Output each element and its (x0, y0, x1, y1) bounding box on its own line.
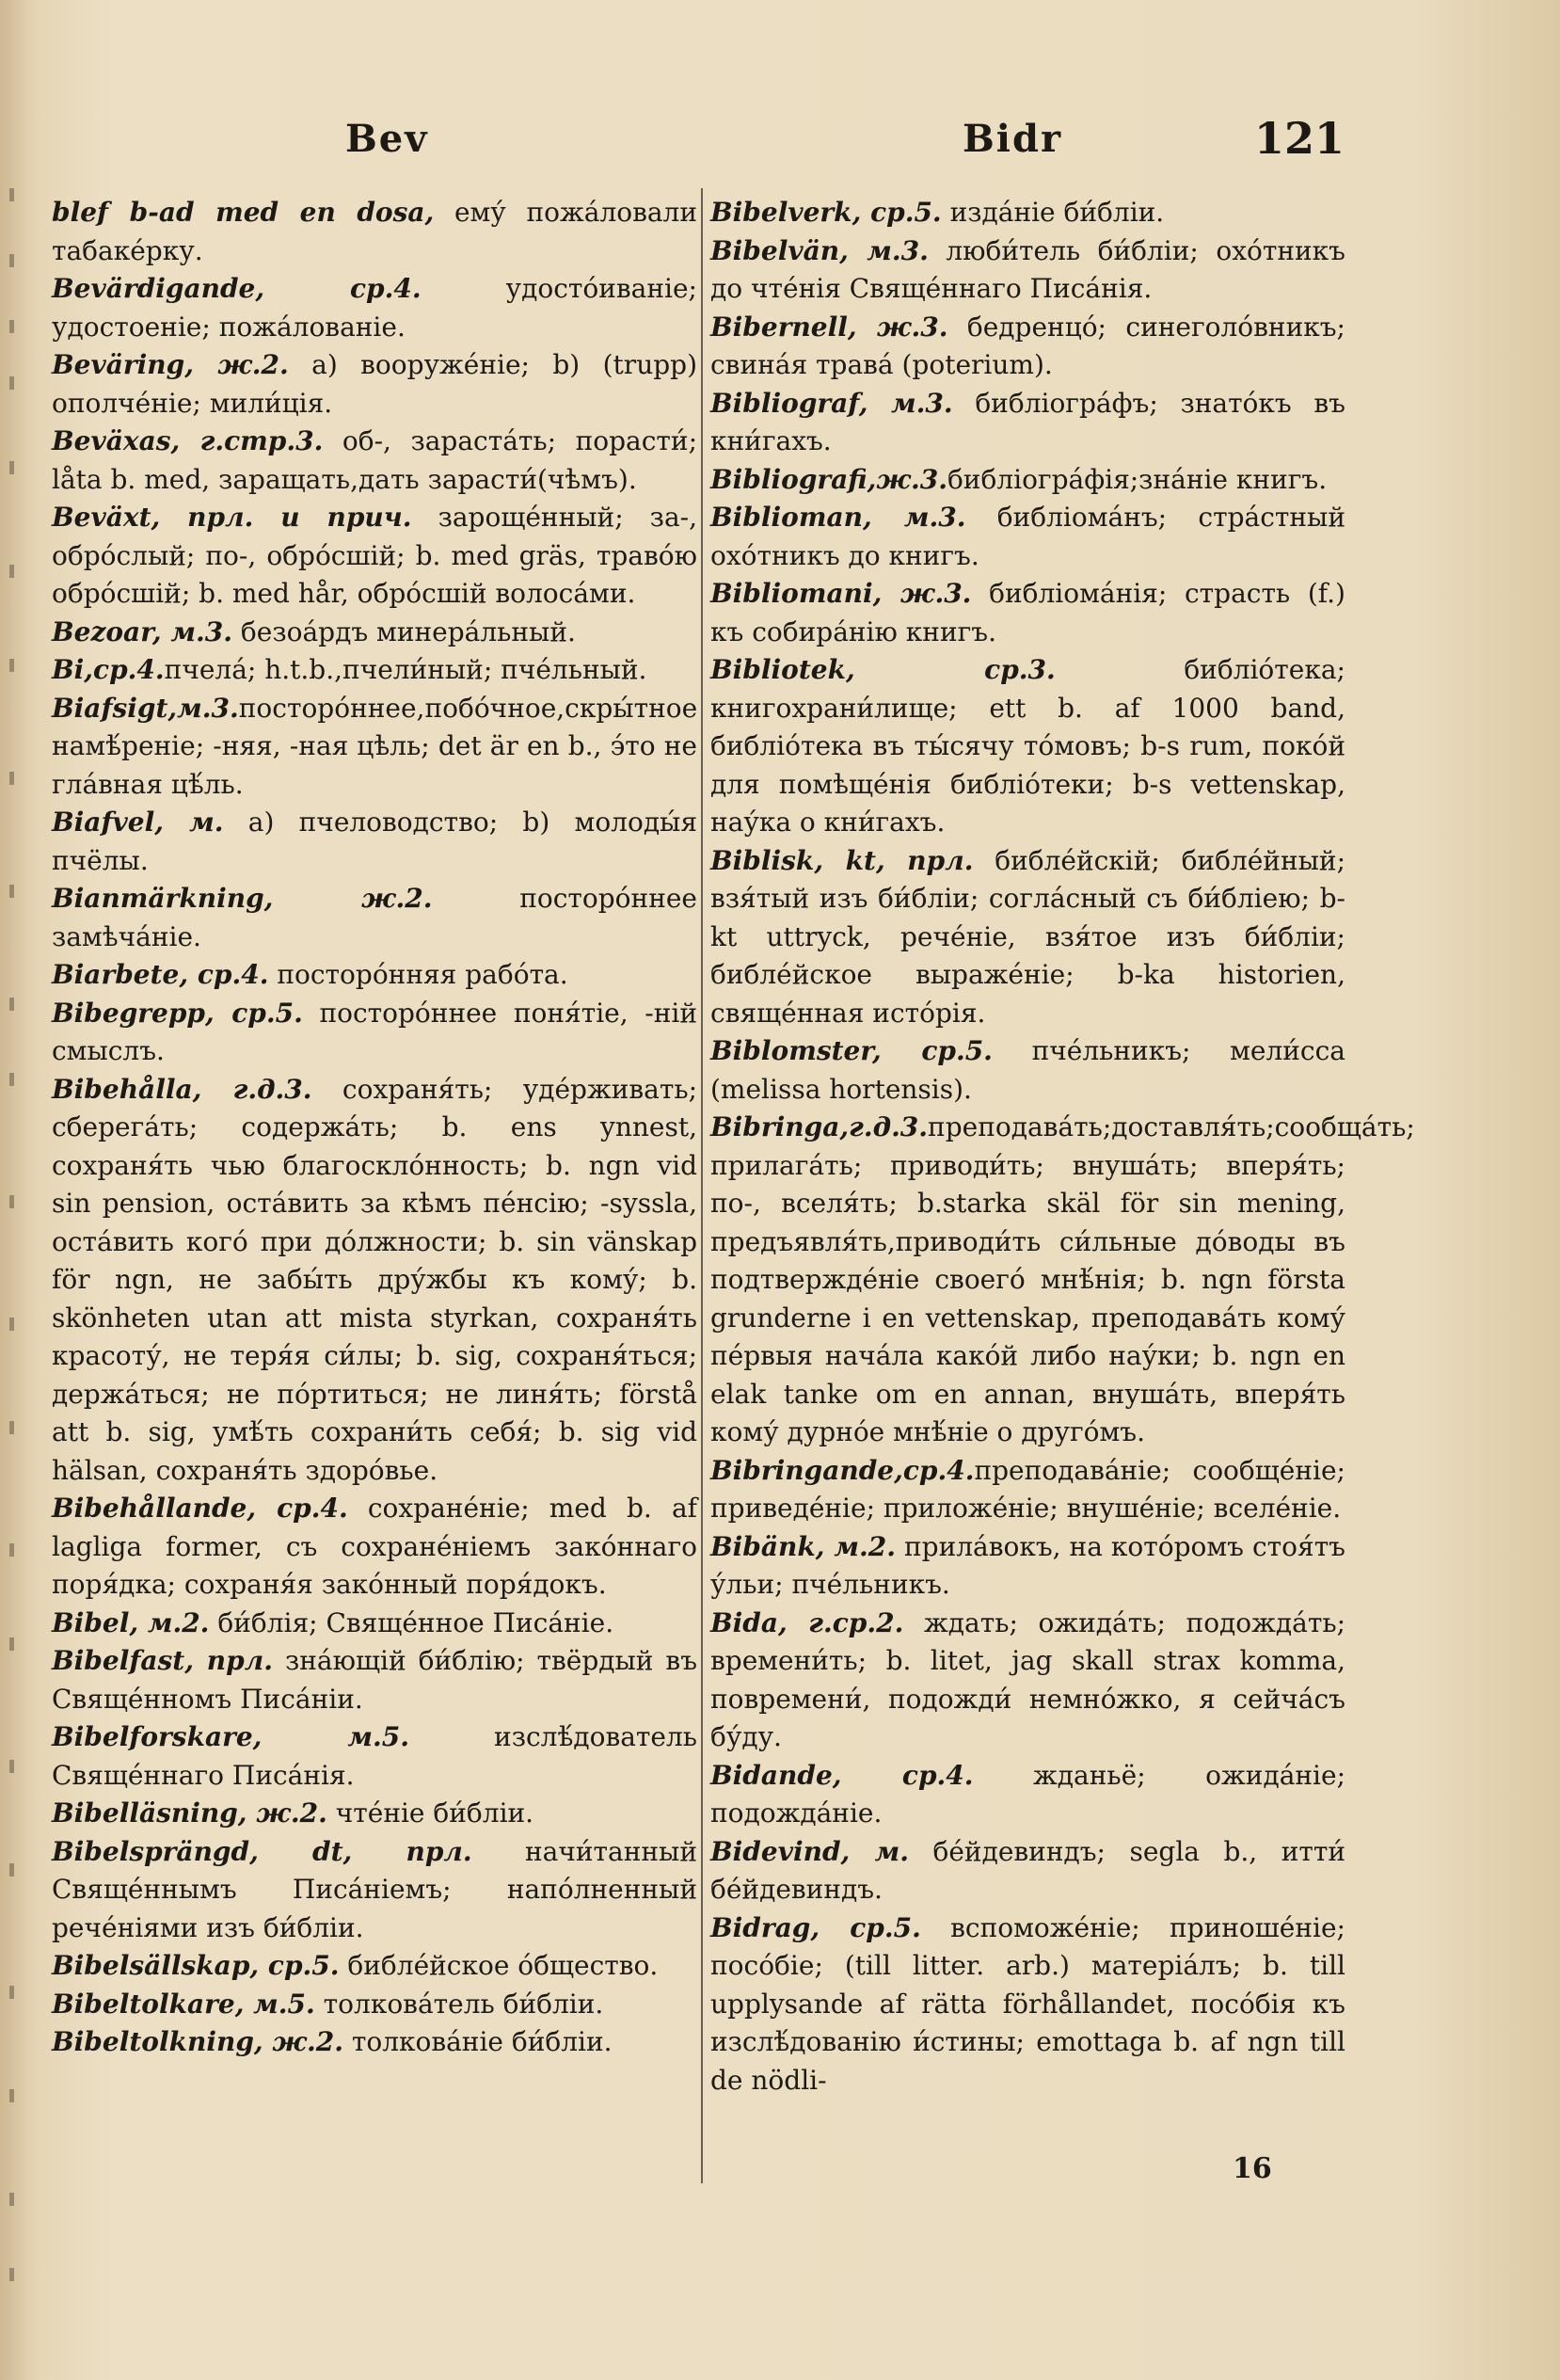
dictionary-entry (52, 1947, 697, 1986)
dictionary-entry (710, 1032, 1345, 1109)
dictionary-entry (710, 1528, 1345, 1605)
header-right-guideword: Bidr (963, 117, 1063, 161)
entry-headword: Bibelsällskap, ср.5. (52, 1950, 340, 1981)
entry-headword: Bida, г.ср.2. (710, 1606, 904, 1638)
entry-definition: сохране́ніе; med b. af lagliga former, съ сохране́ніемъ зако́ннаго поря́дка; сохраня́я зако́нный поря́докъ. (52, 1493, 698, 1600)
entry-definition: люби́тель би́бліи; охо́тникъ до чте́нія Свяще́ннаго Писа́нія. (710, 234, 1345, 304)
entry-headword: Bibernell, ж.3. (710, 311, 948, 343)
dictionary-entry (52, 690, 697, 805)
entry-headword: Bibehålla, г.д.3. (52, 1073, 312, 1105)
dictionary-entry (52, 1795, 697, 1833)
entry-definition: зна́ющій би́блію; твёрдый въ Свяще́нномъ Писа́ніи. (52, 1645, 698, 1715)
entry-definition: библіома́нія; страсть (f.) къ собира́нію книгъ. (710, 578, 1345, 647)
entry-definition: зароще́нный; за-, обро́слый; по-, обро́сшій; b. med gräs, траво́ю обро́сшій; b. med hår, обро́сшій волоса́ми. (52, 502, 697, 609)
dictionary-entry (710, 461, 1345, 500)
dictionary-entry (52, 499, 697, 614)
entry-headword: Bibänk, м.2. (710, 1530, 896, 1562)
dictionary-entry (710, 1909, 1345, 2100)
entry-headword: Biblisk, kt, прл. (710, 844, 974, 876)
entry-definition: начи́танный Свяще́ннымъ Писа́ніемъ; напо́лненный рече́ніями изъ би́бліи. (52, 1835, 698, 1943)
entry-definition: ждать; ожида́ть; подожда́ть; времени́ть; b. litet, jag skall strax komma, повремени́, подожди́ немно́жко, я сейча́съ бу́ду. (710, 1606, 1346, 1752)
entry-definition: об-, зараста́ть; порасти́; låta b. med, заращать,дать зарасти́(чѣмъ). (52, 425, 698, 495)
entry-definition: вспоможе́ніе; приноше́ніе; посо́біе; (till litter. arb.) матеріа́лъ; b. till upplysande af rätta förhållandet, посо́бія къ изслѣ́дованію и́стины; emottaga b. af ngn till de nödli- (710, 1911, 1345, 2096)
dictionary-entry (52, 194, 697, 270)
entry-headword: Bibliograf, м.3. (710, 387, 953, 419)
dictionary-entry (52, 1833, 697, 1948)
entry-headword: Bibringande,ср.4. (710, 1454, 975, 1486)
entry-headword: Bibelläsning, ж.2. (52, 1797, 327, 1829)
dictionary-entry (710, 575, 1345, 651)
dictionary-entry (710, 1833, 1345, 1909)
dictionary-entry (710, 842, 1345, 1033)
dictionary-entry (52, 1642, 697, 1718)
dictionary-entry (52, 956, 697, 995)
entry-headword: Bibeltolkning, ж.2. (52, 2026, 343, 2057)
entry-headword: Biblomster, ср.5. (710, 1035, 993, 1066)
dictionary-entry (52, 1490, 697, 1605)
dictionary-entry (52, 1071, 697, 1491)
entry-headword: Bidrag, ср.5. (710, 1911, 921, 1943)
entry-definition: чте́ніе би́бліи. (326, 1797, 534, 1829)
dictionary-entry (52, 995, 697, 1071)
dictionary-entry (710, 499, 1345, 575)
entry-headword: Bibelverk, ср.5. (710, 197, 942, 228)
entry-definition: посторо́нняя рабо́та. (268, 959, 568, 990)
dictionary-entry (52, 804, 697, 880)
left-column (52, 194, 697, 2062)
column-divider (701, 188, 703, 2183)
dictionary-entry (710, 194, 1345, 232)
dictionary-entry (52, 880, 697, 956)
entry-headword: Bibelvän, м.3. (710, 234, 929, 266)
page-edge-marks (4, 169, 23, 2334)
entry-headword: Biafvel, м. (52, 807, 224, 838)
entry-headword: Bibelsprängd, dt, прл. (52, 1835, 472, 1867)
entry-headword: Beväxt, прл. и прич. (52, 502, 412, 533)
entry-headword: Biblioman, м.3. (710, 502, 966, 533)
entry-headword: Bibegrepp, ср.5. (52, 997, 303, 1029)
entry-definition: преподава́ніе; сообще́ніе; приведе́ніе; приложе́ніе; внуше́ніе; вселе́ніе. (710, 1454, 1345, 1524)
dictionary-entry (52, 2023, 697, 2062)
dictionary-entry (710, 309, 1345, 385)
entry-definition: библе́йскій; библе́йный; взя́тый изъ би́бліи; согла́сный съ би́бліею; b-kt uttryck, рече́ніе, взя́тое изъ би́бліи; библе́йское выраже́ніе; b-ka historien, свяще́нная исто́рія. (710, 844, 1346, 1029)
entry-definition: би́блія; Свяще́нное Писа́ніе. (209, 1606, 614, 1638)
entry-definition: жданьё; ожида́ніе; подожда́ніе. (710, 1759, 1346, 1829)
entry-definition: библіогра́фъ; знато́къ въ кни́гахъ. (710, 387, 1345, 456)
entry-definition: библіома́нъ; стра́стный охо́тникъ до книгъ. (710, 502, 1345, 571)
entry-headword: Bibliotek, ср.3. (710, 654, 1056, 685)
running-header (0, 113, 1560, 173)
entry-definition: толкова́тель би́бліи. (314, 1988, 604, 2020)
dictionary-entry (710, 1109, 1415, 1452)
entry-definition: прила́вокъ, на кото́ромъ стоя́тъ у́льи; пче́льникъ. (710, 1530, 1345, 1600)
entry-definition: посторо́ннее поня́тіе, -ній смыслъ. (52, 997, 697, 1066)
entry-definition: изслѣ́дователь Свяще́ннаго Писа́нія. (52, 1721, 697, 1791)
dictionary-entry (52, 1986, 697, 2024)
entry-headword: Bibelfast, прл. (52, 1645, 273, 1676)
entry-headword: Beväring, ж.2. (52, 349, 289, 380)
dictionary-entry (710, 1605, 1345, 1757)
dictionary-entry (52, 1718, 697, 1795)
dictionary-entry (710, 651, 1345, 842)
entry-headword: Bibehållande, ср.4. (52, 1493, 348, 1524)
page-number: 121 (1254, 113, 1345, 164)
dictionary-entry (52, 614, 697, 652)
entry-definition: сохраня́ть; уде́рживать; сберега́ть; содержа́ть; b. ens ynnest, сохраня́ть чью благоскло́нность; b. ngn vid sin pension, оста́вить за кѣмъ пе́нсію; -syssla, оста́вить кого́ при до́лжности; b. sin vänskap för ngn, не забы́ть дру́жбы къ кому́; b. skönheten utan att mista styrkan, сохраня́ть красоту́, не теря́я си́лы; b. sig, сохраня́ться; держа́ться; не по́ртиться; не линя́ть; förstå att b. sig, умѣ́ть сохрани́ть себя́; b. sig vid hälsan, сохраня́ть здоро́вье. (52, 1073, 698, 1486)
entry-definition: библе́йское о́бщество. (339, 1950, 659, 1981)
entry-headword: Bevärdigande, ср.4. (52, 273, 422, 304)
dictionary-entry (52, 270, 697, 346)
entry-definition: посторо́ннее замѣча́ніе. (52, 883, 697, 952)
entry-headword: Bibel, м.2. (52, 1606, 210, 1638)
entry-definition: изда́ніе би́бліи. (941, 197, 1165, 228)
entry-headword: Bibliomani, ж.3. (710, 578, 972, 609)
entry-definition: толкова́ніе би́бліи. (342, 2026, 613, 2057)
right-column (710, 194, 1415, 2100)
entry-definition: библіогра́фія;зна́ніе книгъ. (947, 463, 1328, 495)
entry-definition: бе́йдевиндъ; segla b., итти́ бе́йдевиндъ. (710, 1835, 1345, 1905)
dictionary-entry (52, 651, 697, 690)
dictionary-entry (710, 232, 1345, 309)
entry-headword: Biafsigt,м.3. (52, 692, 239, 724)
entry-headword: Bibliografi,ж.3. (710, 463, 947, 495)
entry-headword: Bidevind, м. (710, 1835, 909, 1867)
entry-headword: blef b-ad med en dosa, (52, 197, 435, 228)
entry-definition: удосто́иваніе; удостоеніе; пожа́лованіе. (52, 273, 697, 343)
entry-headword: Bidande, ср.4. (710, 1759, 974, 1791)
entry-headword: Bibeltolkare, м.5. (52, 1988, 315, 2020)
entry-definition: библіо́тека; книгохрани́лище; ett b. af 1000 band, библіо́тека въ ты́сячу то́мовъ; b-s rum, поко́й для помѣще́нія библіо́теки; b-s vettenskap, нау́ка о кни́гахъ. (710, 654, 1345, 838)
entry-definition: а) пчеловодство; b) молоды́я пчёлы. (52, 807, 698, 876)
entry-definition: посторо́ннее,побо́чное,скры́тное намѣ́реніе; -няя, -ная цѣль; det är en b., э́то не гла́вная цѣ́ль. (52, 692, 698, 800)
entry-headword: Bezoar, м.3. (52, 615, 233, 647)
dictionary-entry (52, 423, 697, 499)
dictionary-entry (52, 346, 697, 423)
header-left-guideword: Bev (345, 117, 429, 161)
dictionary-entry (710, 1757, 1345, 1833)
entry-headword: Bibelforskare, м.5. (52, 1721, 409, 1752)
entry-definition: безоа́рдъ минера́льный. (232, 615, 576, 647)
dictionary-entry (710, 1452, 1345, 1528)
dictionary-entry (52, 1605, 697, 1643)
entry-definition: а) вооруже́ніе; b) (trupp) ополче́ніе; мили́ція. (52, 349, 697, 419)
entry-headword: Beväxas, г.стр.3. (52, 425, 324, 456)
signature-mark: 16 (1233, 2152, 1272, 2185)
entry-headword: Biarbete, ср.4. (52, 959, 269, 990)
entry-definition: бедренцо́; синеголо́вникъ; свина́я трава́ (poterium). (710, 311, 1345, 380)
entry-headword: Bianmärkning, ж.2. (52, 883, 433, 914)
entry-definition: пчела́; h.t.b.,пчели́ный; пче́льный. (164, 654, 647, 685)
entry-definition: ему́ пожа́ловали табаке́рку. (52, 197, 697, 266)
dictionary-entry (710, 385, 1345, 461)
entry-headword: Bi,ср.4. (52, 654, 165, 685)
entry-definition: пче́льникъ; мели́сса (melissa hortensis). (710, 1035, 1345, 1105)
entry-definition: преподава́ть;доставля́ть;сообща́ть; прилага́ть; приводи́ть; внуша́ть; вперя́ть; по-, вселя́ть; b.starka skäl för sin mening, предъявля́ть,приводи́ть си́льные до́воды въ подтвержде́ніе своего́ мнѣ́нія; b. ngn första grunderne i en vettenskap, преподава́ть кому́ пе́рвыя нача́ла како́й либо нау́ки; b. ngn en elak tanke om en annan, внуша́ть, вперя́ть кому́ дурно́е мнѣ́ніе о друго́мъ. (710, 1111, 1415, 1447)
entry-headword: Bibringa,г.д.3. (710, 1111, 929, 1142)
